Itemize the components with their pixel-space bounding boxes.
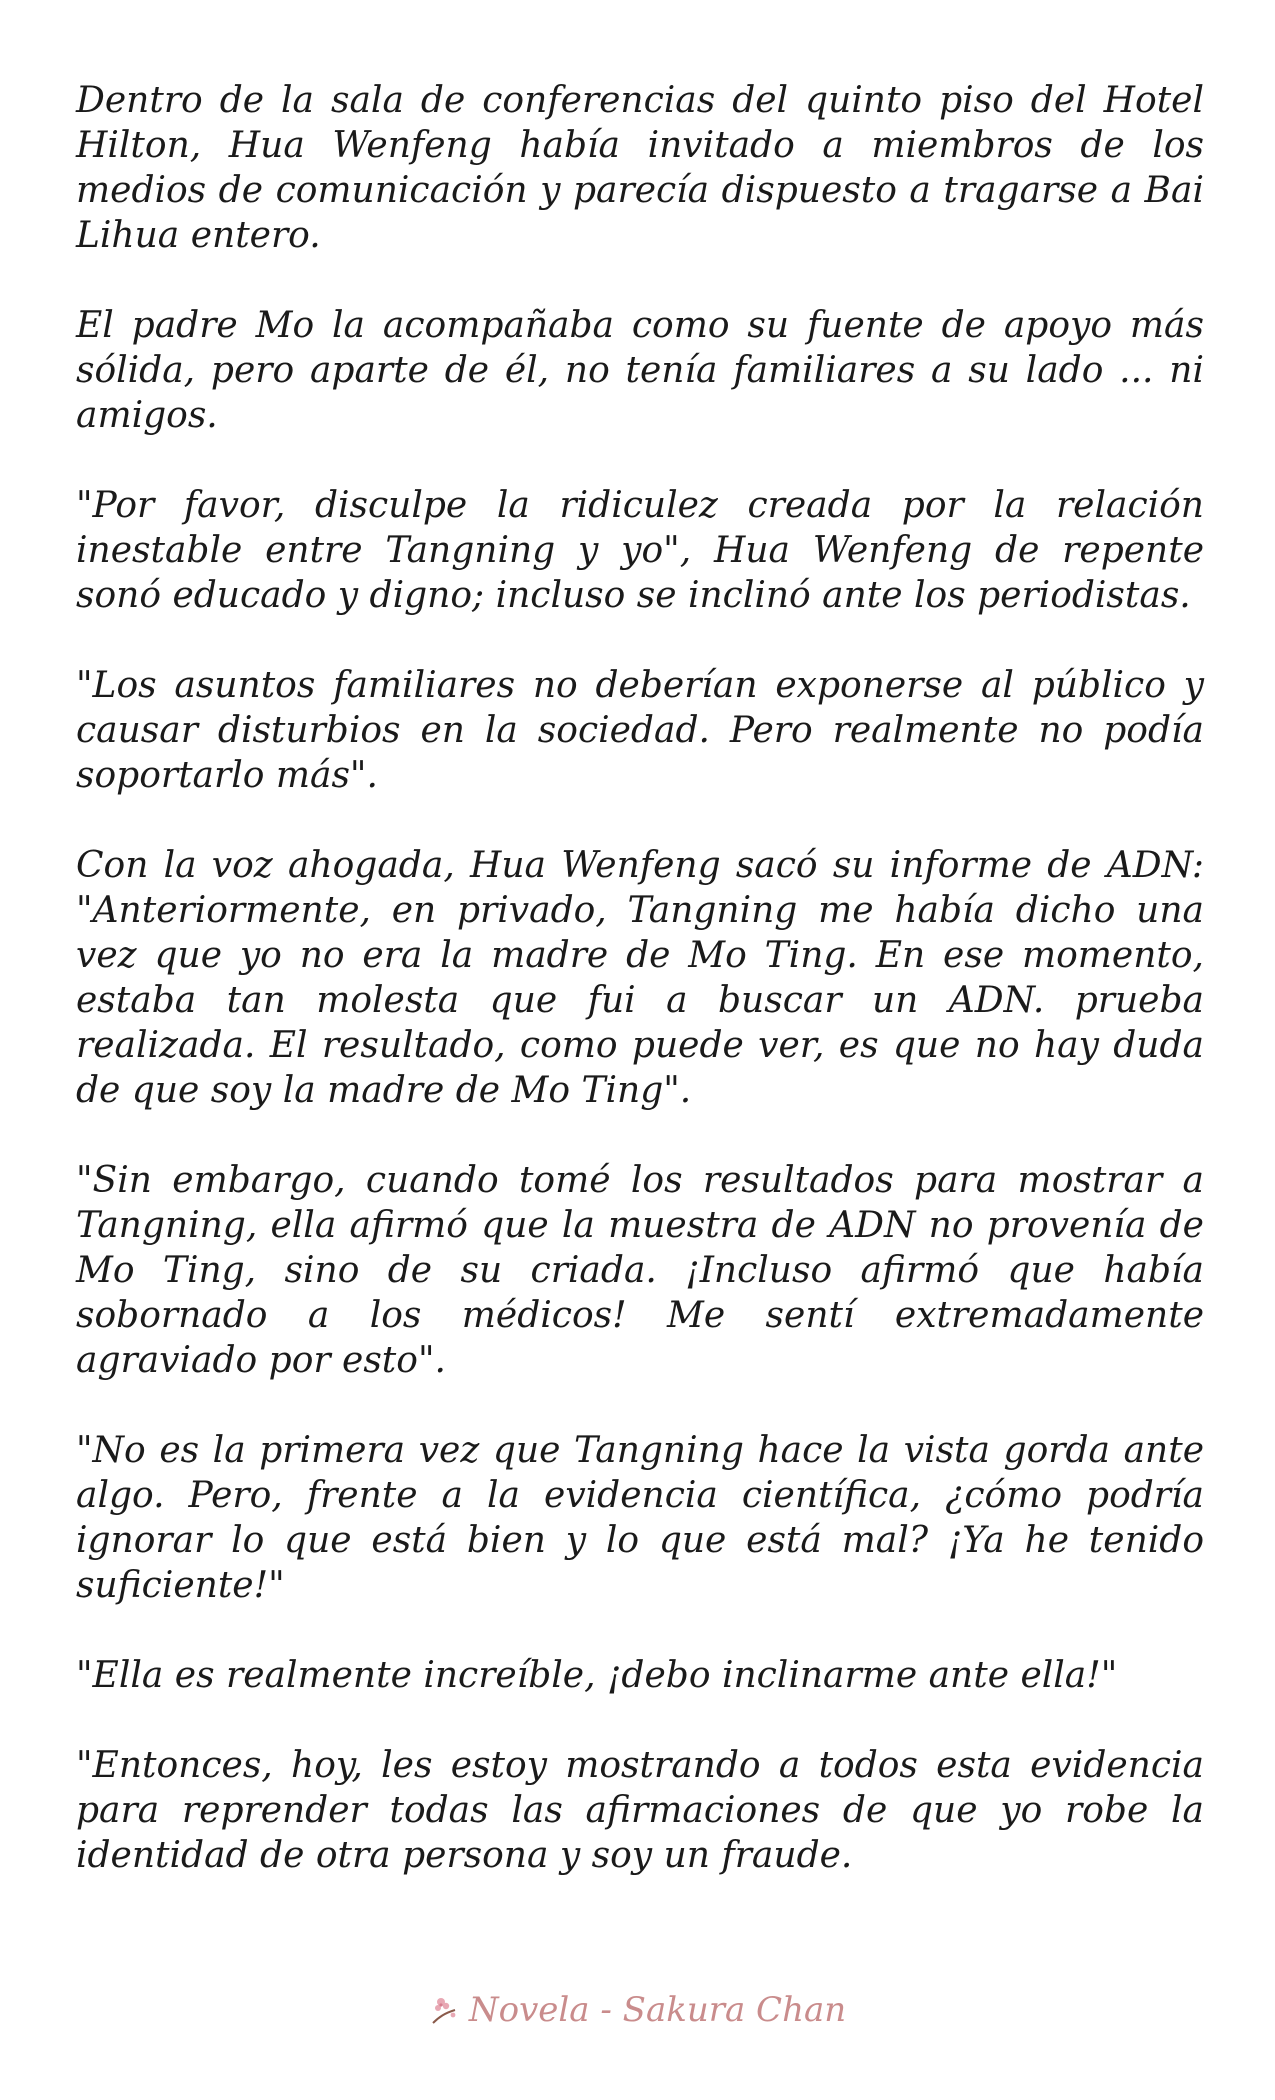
footer-watermark (0, 1985, 1275, 2035)
paragraph-5: Con la voz ahogada, Hua Wenfeng sacó su informe de ADN: "Anteriormente, en privado, Tangning me había dicho una vez que yo no era la madre de Mo Ting. En ese momento, estaba tan molesta que fui a buscar un ADN. prueba realizada. El resultado, como puede ver, es que no hay duda de que soy la madre de Mo Ting". (76, 845, 1204, 1111)
paragraph-4: "Los asuntos familiares no deberían exponerse al público y causar disturbios en la sociedad. Pero realmente no podía soportarlo más". (76, 665, 1204, 796)
cherry-blossom-icon (429, 1993, 463, 2027)
watermark-group (429, 1990, 846, 2030)
paragraph-2: El padre Mo la acompañaba como su fuente de apoyo más sólida, pero aparte de él, no tenía familiares a su lado ... ni amigos. (76, 305, 1204, 436)
paragraph-8: "Ella es realmente increíble, ¡debo inclinarme ante ella!" (76, 1655, 1118, 1696)
paragraph-6: "Sin embargo, cuando tomé los resultados para mostrar a Tangning, ella afirmó que la muestra de ADN no provenía de Mo Ting, sino de su criada. ¡Incluso afirmó que había sobornado a los médicos! Me sentí extremadamente agraviado por esto". (76, 1160, 1204, 1381)
watermark-text: Novela - Sakura Chan (468, 1990, 847, 2030)
paragraph-1: Dentro de la sala de conferencias del quinto piso del Hotel Hilton, Hua Wenfeng había invitado a miembros de los medios de comunicación y parecía dispuesto a tragarse a Bai Lihua entero. (76, 80, 1204, 256)
paragraph-9: "Entonces, hoy, les estoy mostrando a todos esta evidencia para reprender todas las afirmaciones de que yo robe la identidad de otra persona y soy un fraude. (76, 1745, 1204, 1876)
paragraph-3: "Por favor, disculpe la ridiculez creada por la relación inestable entre Tangning y yo", Hua Wenfeng de repente sonó educado y digno; incluso se inclinó ante los periodistas. (76, 485, 1204, 616)
document-body (76, 78, 1204, 1878)
paragraph-7: "No es la primera vez que Tangning hace la vista gorda ante algo. Pero, frente a la evidencia científica, ¿cómo podría ignorar lo que está bien y lo que está mal? ¡Ya he tenido suficiente!" (76, 1430, 1204, 1606)
